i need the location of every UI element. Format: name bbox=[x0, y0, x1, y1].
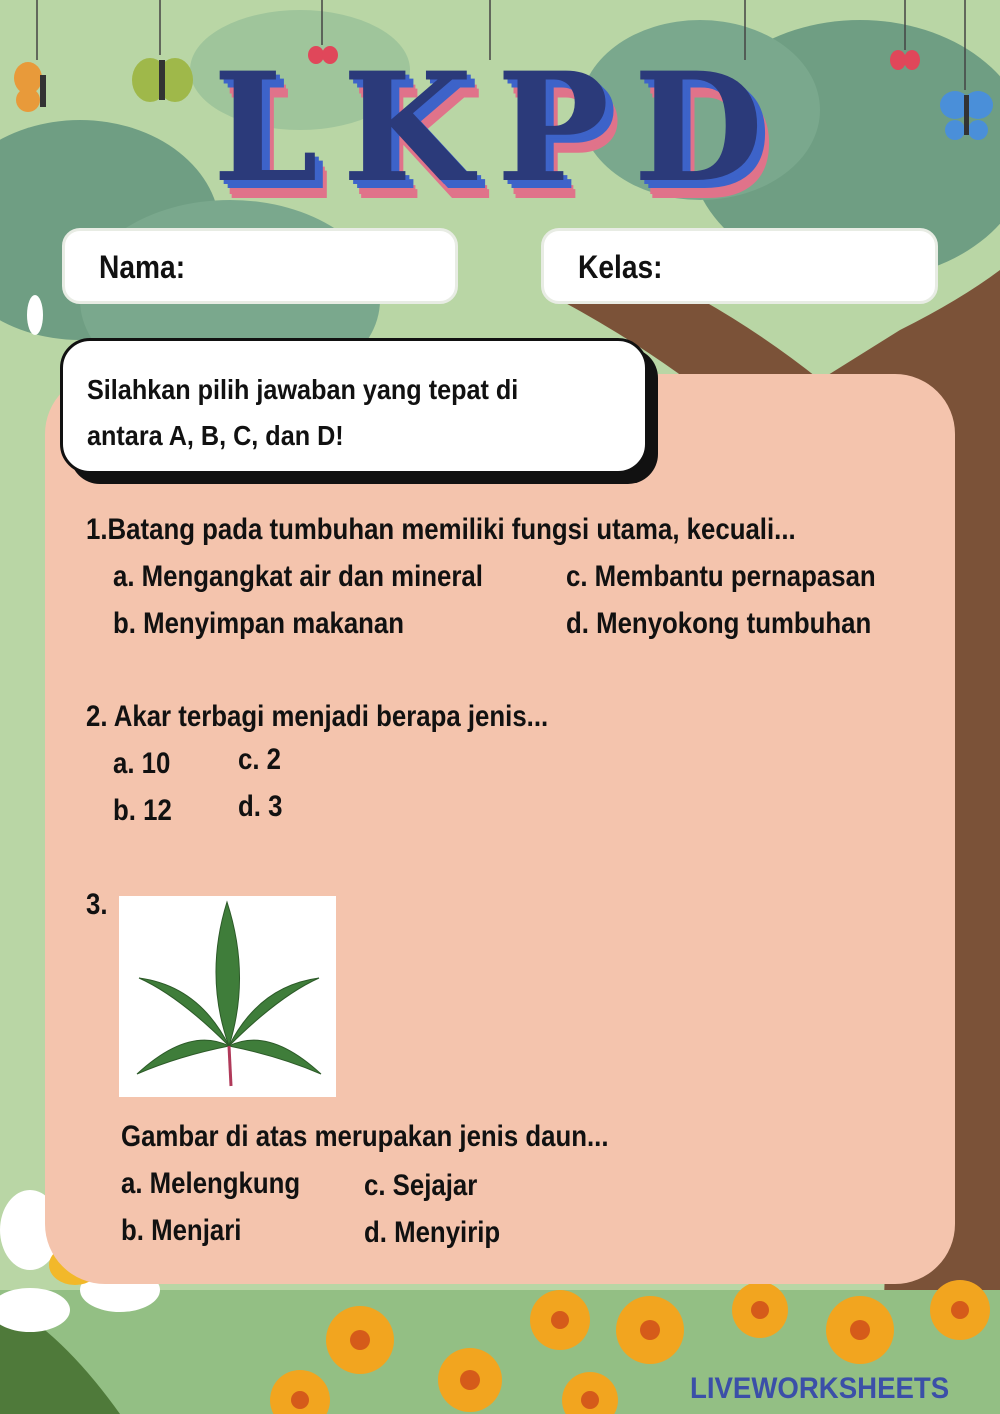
instruction-text: Silahkan pilih jawaban yang tepat di antara A, B, C, dan D! bbox=[87, 374, 519, 451]
question-3-text: Gambar di atas merupakan jenis daun... bbox=[121, 1120, 609, 1153]
question-1-option-a[interactable]: a. Mengangkat air dan mineral bbox=[113, 560, 483, 593]
class-field[interactable] bbox=[541, 228, 938, 304]
leaf-image bbox=[119, 896, 336, 1097]
question-2-option-c[interactable]: c. 2 bbox=[238, 743, 282, 776]
question-3-number: 3. bbox=[86, 888, 108, 921]
question-2-text: 2. Akar terbagi menjadi berapa jenis... bbox=[86, 700, 549, 733]
instruction-box bbox=[60, 338, 648, 474]
question-1-text: 1.Batang pada tumbuhan memiliki fungsi utama, kecuali... bbox=[86, 513, 796, 546]
question-3-option-b[interactable]: b. Menjari bbox=[121, 1214, 242, 1247]
question-1-option-b[interactable]: b. Menyimpan makanan bbox=[113, 607, 405, 640]
name-field[interactable] bbox=[62, 228, 458, 304]
question-2-option-d[interactable]: d. 3 bbox=[238, 790, 283, 823]
question-2-option-a[interactable]: a. 10 bbox=[113, 747, 171, 780]
question-3-option-d[interactable]: d. Menyirip bbox=[364, 1216, 501, 1249]
question-1-option-c[interactable]: c. Membantu pernapasan bbox=[566, 560, 876, 593]
question-3-option-c[interactable]: c. Sejajar bbox=[364, 1169, 478, 1202]
page-title: LKPD bbox=[212, 40, 788, 216]
cassava-leaf-icon bbox=[119, 896, 336, 1097]
question-2-option-b[interactable]: b. 12 bbox=[113, 794, 172, 827]
name-label: Nama: bbox=[99, 249, 186, 285]
liveworksheets-logo: LIVEWORKSHEETS bbox=[690, 1372, 950, 1405]
question-3-option-a[interactable]: a. Melengkung bbox=[121, 1167, 301, 1200]
class-label: Kelas: bbox=[578, 249, 663, 285]
question-1-option-d[interactable]: d. Menyokong tumbuhan bbox=[566, 607, 872, 640]
